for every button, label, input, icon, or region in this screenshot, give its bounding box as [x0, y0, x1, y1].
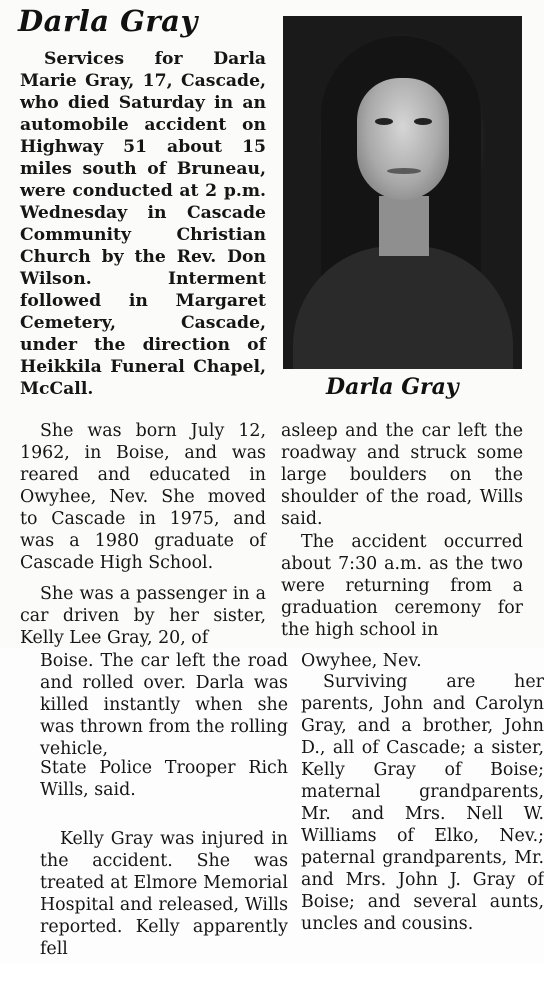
paragraph-trooper: State Police Trooper Rich Wills, said. — [40, 758, 288, 800]
photo-caption: Darla Gray — [326, 374, 459, 400]
paragraph-owyhee: Owyhee, Nev. — [301, 651, 422, 671]
photo-eye-left — [375, 118, 393, 125]
paragraph-accident-time: The accident occurred about 7:30 a.m. as the two were returning from a graduation ceremony for the high school in — [281, 532, 523, 640]
paragraph-services: Services for Darla Marie Gray, 17, Cascade, who died Saturday in an automobile accident on Highway 51 about 15 miles south of Bruneau, were conducted at 2 p.m. Wednesday in Cascade Community Christian Church by the Rev. Don Wilson. Interment followed in Margaret Cemetery, Cascade, under the direction of Heikkila Funeral Chapel, McCall. — [20, 49, 266, 399]
paragraph-injured: Kelly Gray was injured in the accident. She was treated at Elmore Memorial Hospital and released, Wills reported. Kelly apparently fell — [40, 829, 288, 959]
obituary-headline: Darla Gray — [18, 4, 198, 38]
photo-mouth — [387, 168, 421, 174]
paragraph-birth: She was born July 12, 1962, in Boise, and was reared and educated in Owyhee, Nev. She moved to Cascade in 1975, and was a 1980 graduate of Cascade High School. — [20, 421, 266, 573]
portrait-photo — [283, 16, 522, 369]
paragraph-survivors: Surviving are her parents, John and Carolyn Gray, and a brother, John D., all of Cascade; a sister, Kelly Gray of Boise; maternal grandparents, Mr. and Mrs. Nell W. Williams of Elko, Nev.; paternal grandparents, Mr. and Mrs. John J. Gray of Boise; and several aunts, uncles and cousins. — [301, 672, 544, 934]
paragraph-asleep: asleep and the car left the roadway and struck some large boulders on the shoulder of the road, Wills said. — [281, 421, 523, 529]
photo-face — [357, 78, 449, 200]
photo-eye-right — [414, 118, 432, 125]
photo-neck — [379, 196, 429, 256]
paragraph-passenger: She was a passenger in a car driven by her sister, Kelly Lee Gray, 20, of — [20, 584, 266, 648]
paragraph-rollover: Boise. The car left the road and rolled over. Darla was killed instantly when she was thrown from the rolling vehicle, — [40, 651, 288, 759]
